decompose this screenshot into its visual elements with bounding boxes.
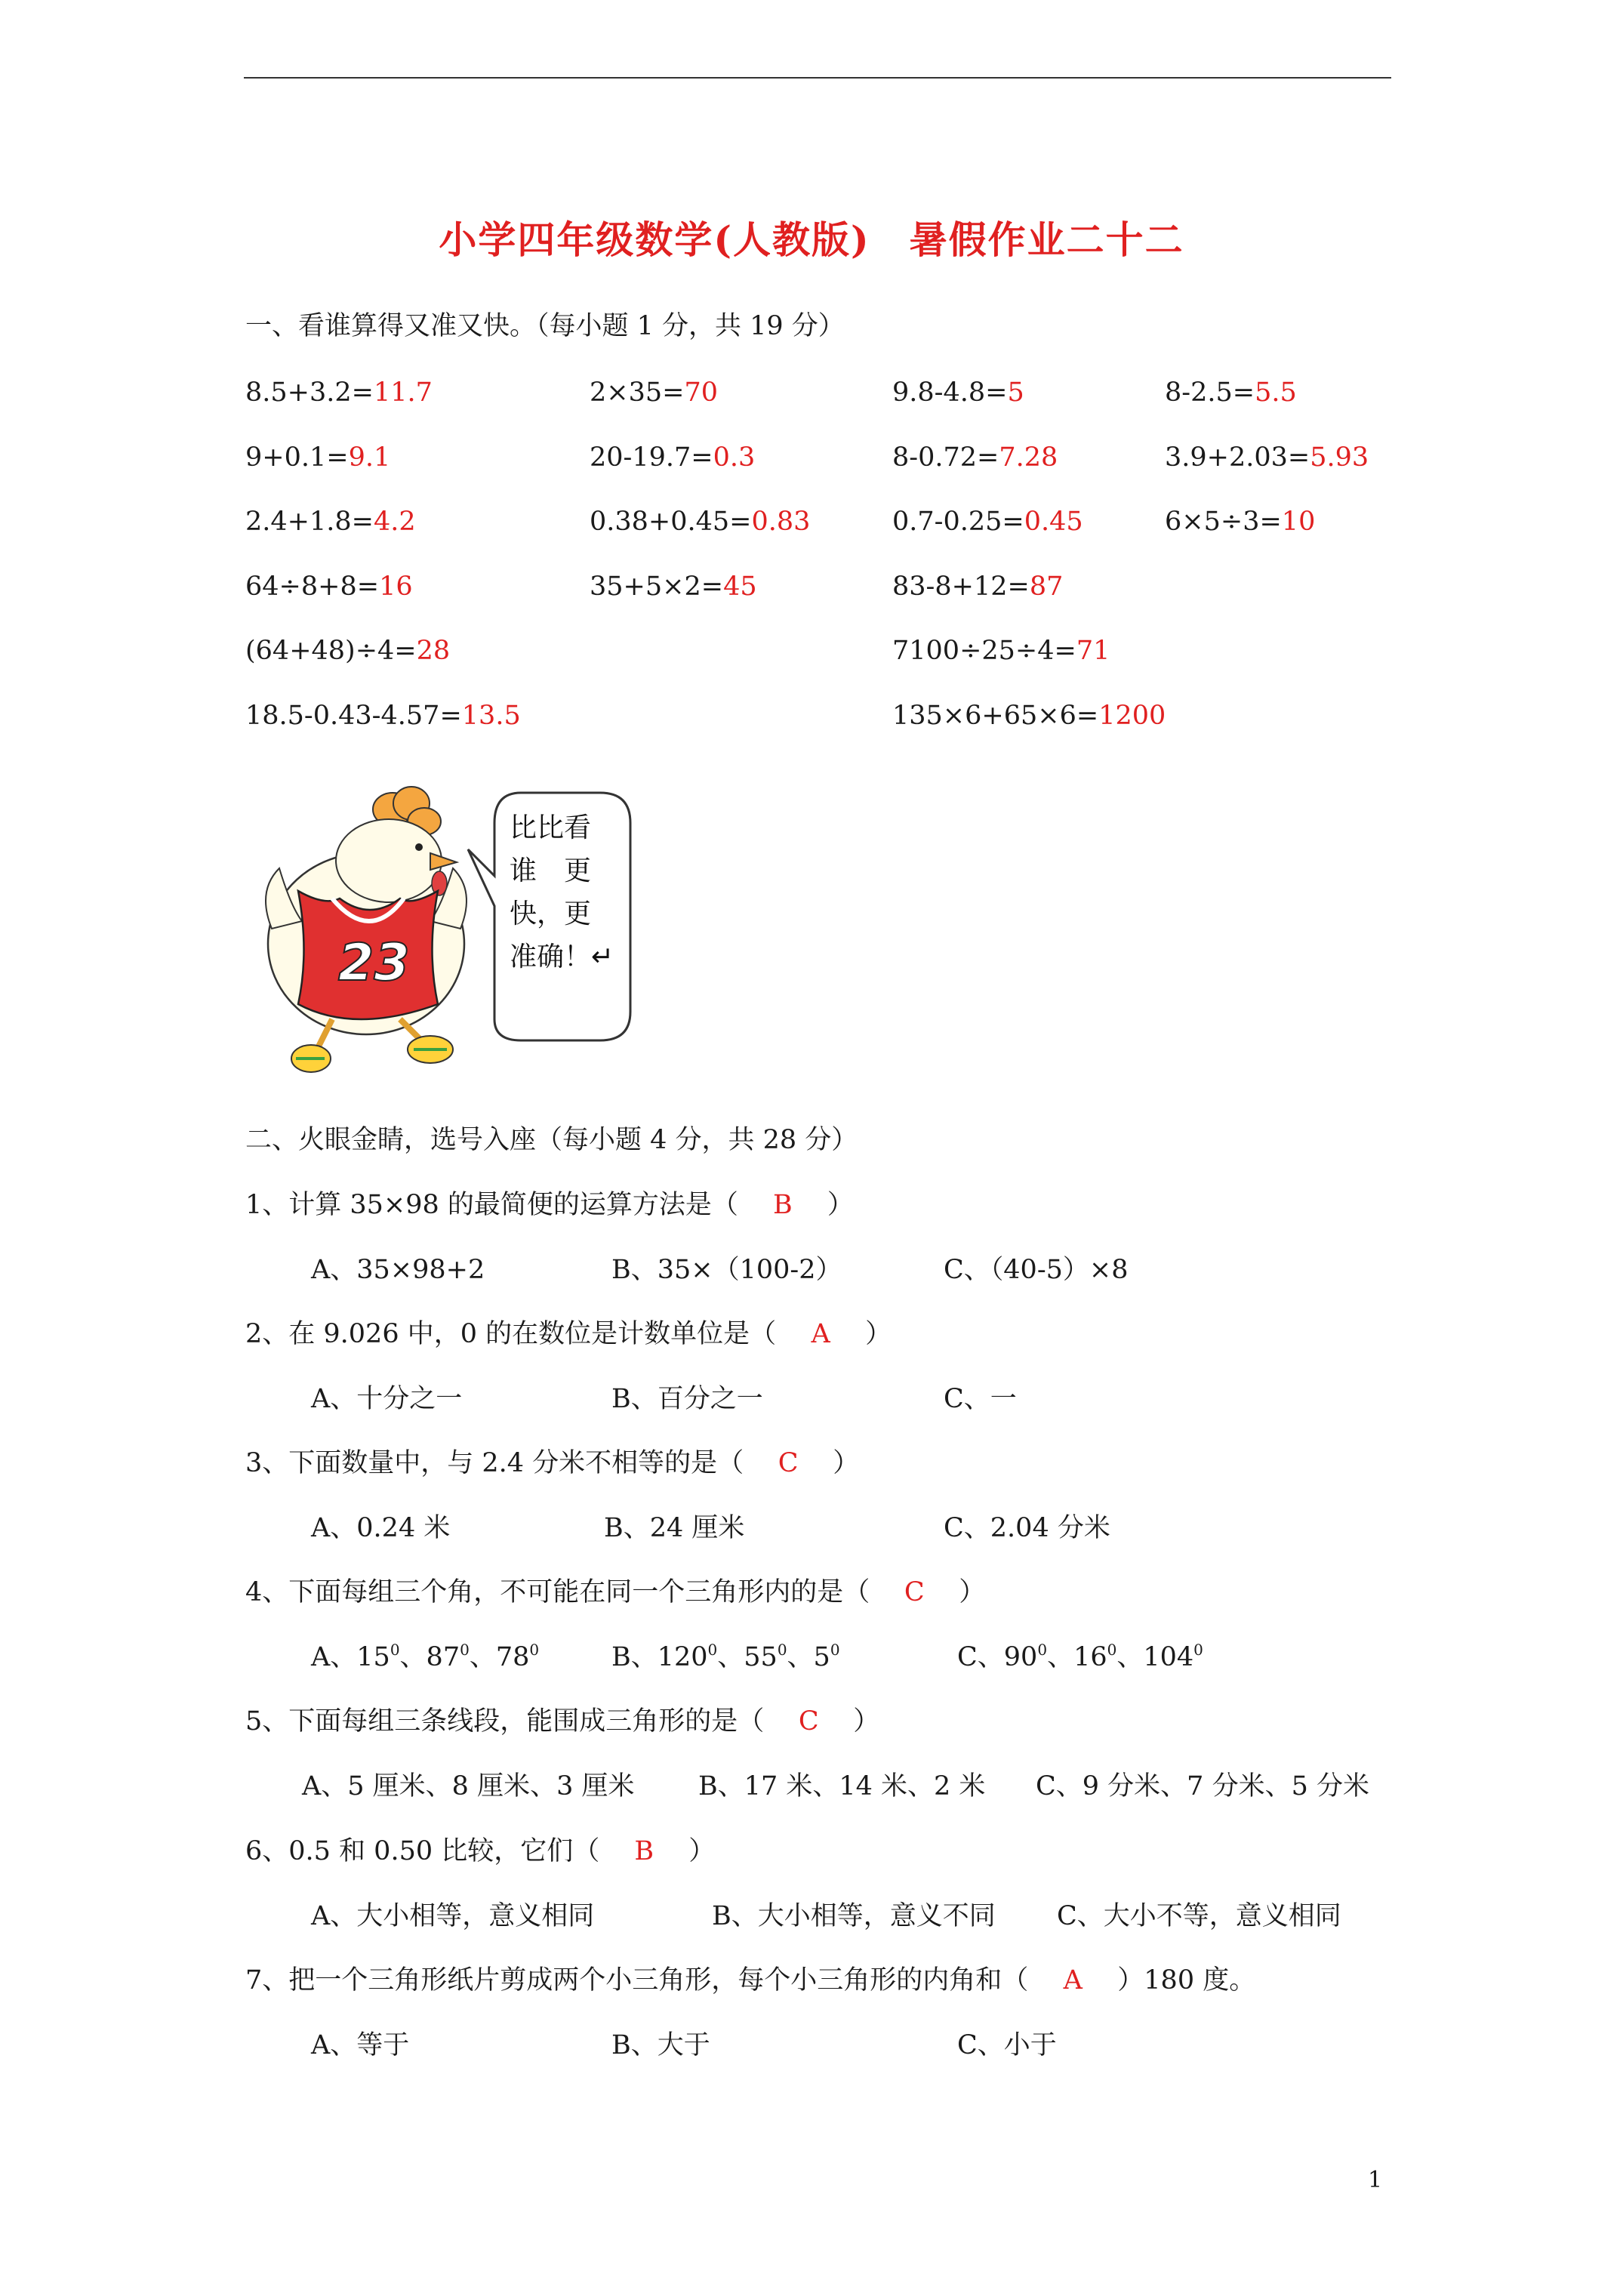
calc-item: 64÷8+8=16 <box>245 572 413 602</box>
question-1: 1、计算 35×98 的最简便的运算方法是（ B ） <box>245 1190 854 1220</box>
jersey <box>298 891 438 1019</box>
q6-option-b: B、大小相等，意义不同 <box>712 1901 996 1931</box>
q2-option-a: A、十分之一 <box>311 1384 463 1414</box>
section1-heading: 一、看谁算得又准又快。（每小题 1 分，共 19 分） <box>245 311 845 341</box>
q7-option-b: B、大于 <box>611 2030 710 2060</box>
calc-item: 18.5-0.43-4.57=13.5 <box>245 701 521 731</box>
calc-answer: 10 <box>1281 507 1316 537</box>
calc-answer: 0.3 <box>713 442 756 473</box>
bubble-line: 准确！↵ <box>510 942 614 972</box>
calc-item: 9.8-4.8=5 <box>892 378 1024 408</box>
calc-answer: 0.83 <box>751 507 811 537</box>
question-7: 7、把一个三角形纸片剪成两个小三角形，每个小三角形的内角和（ A ）180 度。 <box>245 1965 1256 1996</box>
page-number: 1 <box>1368 2167 1383 2193</box>
question-answer: B <box>773 1190 793 1220</box>
question-2: 2、在 9.026 中，0 的在数位是计数单位是（ A ） <box>245 1319 892 1349</box>
bubble-line: 比比看 <box>510 812 592 843</box>
q2-option-c: C、一 <box>944 1384 1017 1414</box>
calc-item: 8-2.5=5.5 <box>1165 378 1297 408</box>
question-answer: A <box>811 1319 830 1349</box>
calc-item: 2.4+1.8=4.2 <box>245 507 416 537</box>
question-5: 5、下面每组三条线段，能围成三角形的是（ C ） <box>245 1706 880 1737</box>
q4-option-b: B、$120^0$、$55^0$、$5^0$ <box>611 1641 840 1672</box>
q3-option-a: A、0.24 米 <box>311 1513 451 1543</box>
question-answer: A <box>1063 1965 1083 1996</box>
q1-option-a: A、35×98+2 <box>311 1255 485 1285</box>
q7-option-a: A、等于 <box>311 2030 410 2060</box>
q3-option-b: B、24 厘米 <box>604 1513 745 1543</box>
question-6: 6、0.5 和 0.50 比较，它们（ B ） <box>245 1836 716 1866</box>
calc-item: 83-8+12=87 <box>892 572 1064 602</box>
q6-option-c: C、大小不等，意义相同 <box>1057 1901 1341 1931</box>
bubble-line: 谁 更 <box>510 855 592 886</box>
header-rule <box>244 77 1391 79</box>
calc-answer: 13.5 <box>461 701 521 731</box>
calc-answer: 70 <box>684 378 719 408</box>
calc-answer: 71 <box>1076 636 1110 666</box>
question-3: 3、下面数量中，与 2.4 分米不相等的是（ C ） <box>245 1448 860 1478</box>
calc-item: 0.7-0.25=0.45 <box>892 507 1083 537</box>
calc-item: 8-0.72=7.28 <box>892 442 1058 473</box>
q4-option-c: C、$90^0$、$16^0$、$104^0$ <box>957 1641 1203 1672</box>
q3-option-c: C、2.04 分米 <box>944 1513 1110 1543</box>
calc-answer: 9.1 <box>348 442 391 473</box>
calc-answer: 4.2 <box>373 507 416 537</box>
question-4: 4、下面每组三个角，不可能在同一个三角形内的是（ C ） <box>245 1577 986 1607</box>
q4-option-a: A、$15^0$、$87^0$、$78^0$ <box>311 1641 540 1672</box>
bubble-line: 快，更 <box>510 898 592 929</box>
question-answer: C <box>778 1448 799 1478</box>
calc-answer: 5 <box>1007 378 1024 408</box>
calc-item: 7100÷25÷4=71 <box>892 636 1110 666</box>
calc-answer: 87 <box>1029 572 1064 602</box>
calc-item: 8.5+3.2=11.7 <box>245 378 433 408</box>
page-title: 小学四年级数学(人教版) 暑假作业二十二 <box>439 217 1184 262</box>
calc-answer: 28 <box>416 636 451 666</box>
q7-option-c: C、小于 <box>957 2030 1057 2060</box>
q5-option-a: A、5 厘米、8 厘米、3 厘米 <box>302 1771 635 1801</box>
calc-answer: 5.5 <box>1255 378 1297 408</box>
calc-item: 3.9+2.03=5.93 <box>1165 442 1369 473</box>
calc-answer: 45 <box>723 572 757 602</box>
q1-option-b: B、35×（100-2） <box>611 1255 842 1285</box>
calc-item: 0.38+0.45=0.83 <box>590 507 811 537</box>
q5-option-c: C、9 分米、7 分米、5 分米 <box>1036 1771 1369 1801</box>
calc-item: (64+48)÷4=28 <box>245 636 451 666</box>
section2-heading: 二、火眼金睛，选号入座（每小题 4 分，共 28 分） <box>245 1125 858 1155</box>
q5-option-b: B、17 米、14 米、2 米 <box>698 1771 986 1801</box>
speech-bubble <box>468 793 630 1040</box>
chicken-mascot-illustration <box>249 778 634 1080</box>
q2-option-b: B、百分之一 <box>611 1384 763 1414</box>
q1-option-c: C、（40-5）×8 <box>944 1255 1129 1285</box>
calc-answer: 0.45 <box>1024 507 1083 537</box>
calc-answer: 16 <box>379 572 413 602</box>
calc-item: 20-19.7=0.3 <box>590 442 756 473</box>
calc-item: 35+5×2=45 <box>590 572 757 602</box>
q6-option-a: A、大小相等，意义相同 <box>311 1901 595 1931</box>
question-answer: C <box>904 1577 925 1607</box>
calc-answer: 7.28 <box>999 442 1058 473</box>
calc-item: 6×5÷3=10 <box>1165 507 1316 537</box>
calc-item: 135×6+65×6=1200 <box>892 701 1166 731</box>
question-answer: C <box>798 1706 819 1737</box>
jersey-number: 23 <box>338 933 410 993</box>
calc-answer: 5.93 <box>1310 442 1369 473</box>
calc-answer: 11.7 <box>373 378 433 408</box>
question-answer: B <box>634 1836 654 1866</box>
calc-item: 9+0.1=9.1 <box>245 442 391 473</box>
calc-answer: 1200 <box>1098 701 1166 731</box>
calc-item: 2×35=70 <box>590 378 719 408</box>
